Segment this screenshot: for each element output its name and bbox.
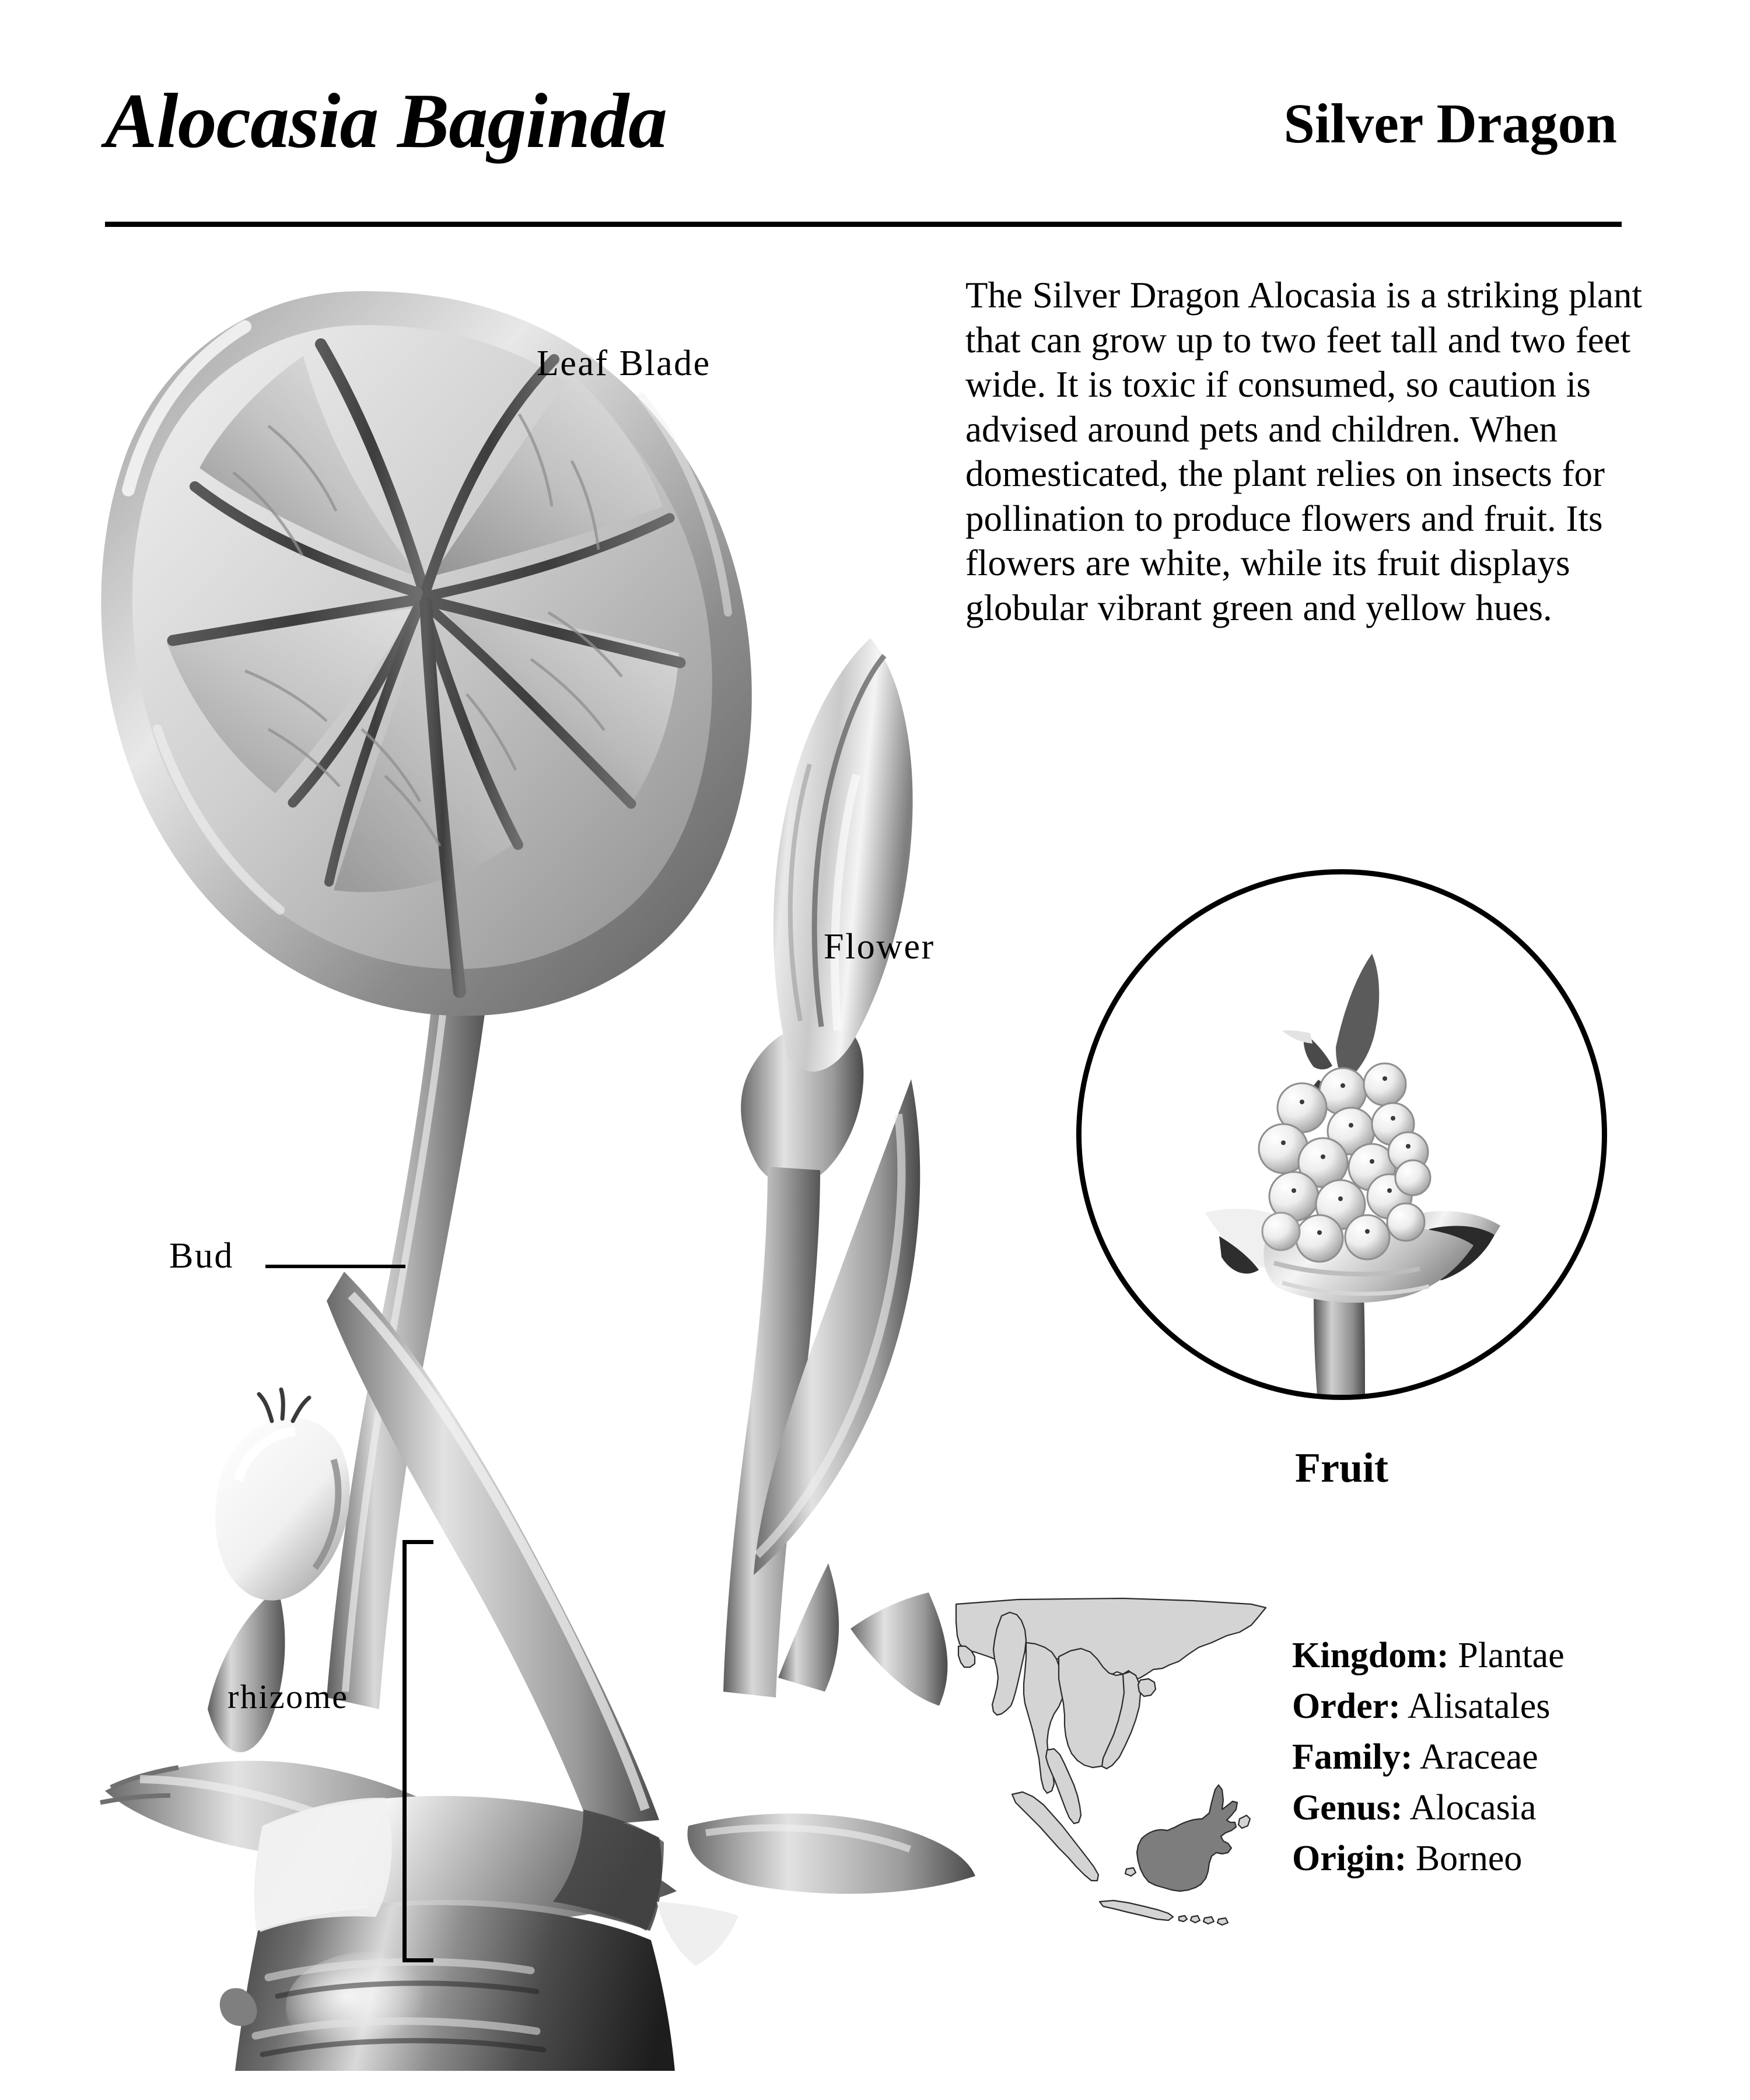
taxonomy-value-family: Araceae bbox=[1419, 1737, 1538, 1777]
taxonomy-row-genus bbox=[1292, 1783, 1735, 1833]
description-paragraph: The Silver Dragon Alocasia is a striking plant that can grow up to two feet tall and two feet wide. It is toxic if consumed, so caution is advised around pets and children. When domesticated, the plant relies on insects for pollination to produce flowers and fruit. Its flowers are white, while its fruit displays globular vibrant green and yellow hues. bbox=[965, 275, 1643, 628]
distribution-map bbox=[948, 1587, 1286, 1983]
label-flower: Flower bbox=[824, 927, 935, 967]
taxonomy-key-kingdom: Kingdom: bbox=[1292, 1636, 1449, 1675]
rhizome-shape bbox=[220, 1796, 738, 2071]
taxonomy-value-order: Alisatales bbox=[1408, 1686, 1550, 1727]
bud-leader-line bbox=[265, 1265, 405, 1268]
fruit-inset-figure bbox=[1076, 869, 1607, 1400]
common-name-title: Silver Dragon bbox=[1283, 92, 1617, 155]
taxonomy-key-family: Family: bbox=[1292, 1737, 1413, 1777]
taxonomy-row-kingdom bbox=[1292, 1630, 1735, 1681]
taxonomy-row-family bbox=[1292, 1732, 1735, 1783]
rhizome-bracket bbox=[402, 1540, 433, 1962]
taxonomy-value-kingdom: Plantae bbox=[1458, 1636, 1564, 1675]
header-divider bbox=[105, 222, 1622, 227]
label-leaf-blade: Leaf Blade bbox=[537, 344, 711, 383]
plant-illustration bbox=[70, 251, 980, 2071]
leaf-blade-shape bbox=[101, 291, 751, 1016]
label-bud: Bud bbox=[169, 1236, 234, 1276]
header-title-row bbox=[105, 78, 1622, 198]
taxonomy-row-origin bbox=[1292, 1833, 1735, 1884]
taxonomy-row-order bbox=[1292, 1681, 1735, 1732]
taxonomy-list bbox=[1292, 1630, 1735, 1885]
page-title: Alocasia Baginda bbox=[105, 78, 667, 164]
taxonomy-key-genus: Genus: bbox=[1292, 1788, 1403, 1828]
fruit-caption: Fruit bbox=[1295, 1444, 1388, 1491]
taxonomy-value-origin: Borneo bbox=[1415, 1839, 1522, 1879]
label-rhizome: rhizome bbox=[228, 1678, 349, 1716]
taxonomy-key-origin: Origin: bbox=[1292, 1839, 1407, 1879]
taxonomy-value-genus: Alocasia bbox=[1409, 1788, 1536, 1828]
fruit-inset-circle bbox=[1076, 869, 1607, 1400]
page-header bbox=[105, 78, 1622, 228]
taxonomy-key-order: Order: bbox=[1292, 1686, 1401, 1727]
